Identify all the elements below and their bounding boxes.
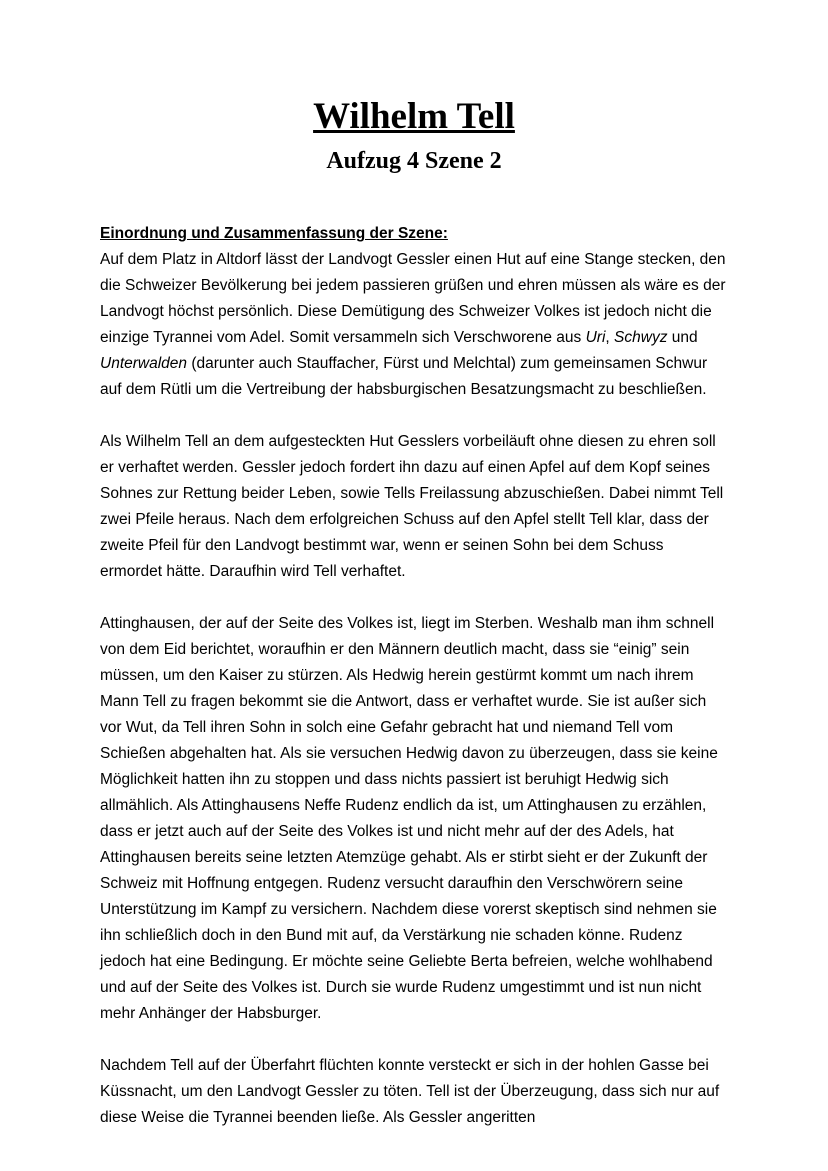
italic-text-run: Uri — [585, 329, 606, 347]
paragraph — [100, 429, 728, 585]
document-subtitle: Aufzug 4 Szene 2 — [326, 147, 502, 174]
paragraph — [100, 611, 728, 1027]
document-paragraphs — [100, 247, 728, 1131]
text-run: Nachdem Tell auf der Überfahrt flüchten konnte versteckt er sich in der hohlen Gasse bei Küssnacht, um den Landvogt Gessler zu töten. Tell ist der Überzeugung, dass sich nur auf diese Weise die Tyrannei beenden ließe. Als Gessler angeritten — [100, 1057, 720, 1127]
text-run: Attinghausen, der auf der Seite des Volkes ist, liegt im Sterben. Weshalb man ihm schnell von dem Eid berichtet, woraufhin er den Männern deutlich macht, dass sie “einig” sein müssen, um den Kaiser zu stürzen. Als Hedwig herein gestürmt kommt um nach ihrem Mann Tell zu fragen bekommt sie die Antwort, dass er verhaftet wurde. Sie ist außer sich vor Wut, da Tell ihren Sohn in solch eine Gefahr gebracht hat und niemand Tell vom Schießen abgehalten hat. Als sie versuchen Hedwig davon zu überzeugen, dass sie keine Möglichkeit hatten ihn zu stoppen und dass nichts passiert ist beruhigt Hedwig sich allmählich. Als Attinghausens Neffe Rudenz endlich da ist, um Attinghausen zu erzählen, dass er jetzt auch auf der Seite des Volkes ist und nicht mehr auf der des Adels, hat Attinghausen bereits seine letzten Atemzüge gehabt. Als er stirbt sieht er der Zukunft der Schweiz mit Hoffnung entgegen. Rudenz versucht daraufhin den Verschwörern seine Unterstützung im Kampf zu versichern. Nachdem diese vorerst skeptisch sind nehmen sie ihn schließlich doch in den Bund mit auf, da Verstärkung nie schaden könne. Rudenz jedoch hat eine Bedingung. Er möchte seine Geliebte Berta befreien, welche wohlhabend und auf der Seite des Volkes ist. Durch sie wurde Rudenz umgestimmt und ist nun nicht mehr Anhänger der Habsburger. — [100, 615, 718, 1023]
text-run: und — [667, 329, 698, 347]
text-run: , — [605, 329, 615, 347]
paragraph — [100, 1053, 728, 1131]
italic-text-run: Unterwalden — [100, 355, 188, 373]
text-run: Auf dem Platz in Altdorf lässt der Landvogt Gessler einen Hut auf eine Stange stecken, den die Schweizer Bevölkerung bei jedem passieren grüßen und ehren müssen als wäre es der Landvogt höchst persönlich. Diese Demütigung des Schweizer Volkes ist jedoch nicht die einzige Tyrannei vom Adel. Somit versammeln sich Verschworene aus — [100, 251, 726, 347]
text-run: Als Wilhelm Tell an dem aufgesteckten Hut Gesslers vorbeiläuft ohne diesen zu ehren soll er verhaftet werden. Gessler jedoch fordert ihn dazu auf einen Apfel auf dem Kopf seines Sohnes zur Rettung beider Leben, sowie Tells Freilassung abzuschießen. Dabei nimmt Tell zwei Pfeile heraus. Nach dem erfolgreichen Schuss auf den Apfel stellt Tell klar, dass der zweite Pfeil für den Landvogt bestimmt war, wenn er seinen Sohn bei dem Schuss ermordet hätte. Daraufhin wird Tell verhaftet. — [100, 433, 724, 581]
paragraph — [100, 247, 728, 403]
italic-text-run: Schwyz — [614, 329, 668, 347]
text-run: (darunter auch Stauffacher, Fürst und Melchtal) zum gemeinsamen Schwur auf dem Rütli um die Vertreibung der habsburgischen Besatzungsmacht zu beschließen. — [100, 355, 708, 399]
document-title: Wilhelm Tell — [313, 96, 515, 137]
section-heading: Einordnung und Zusammenfassung der Szene: — [100, 225, 448, 243]
